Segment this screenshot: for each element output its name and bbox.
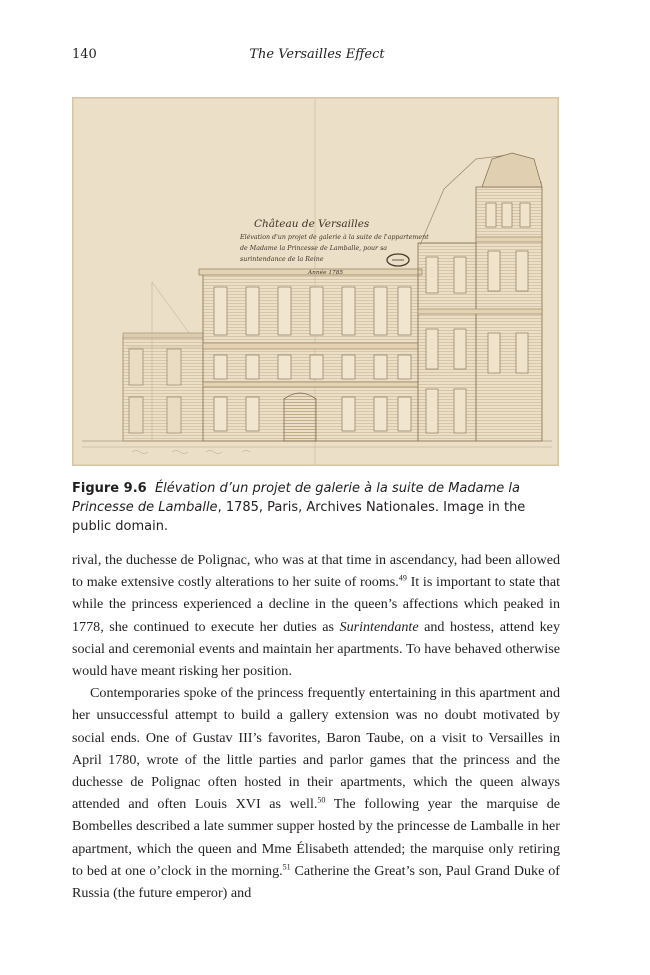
figure-label: Figure 9.6 <box>72 481 147 496</box>
page-number: 140 <box>72 47 97 62</box>
svg-text:Année 1785: Année 1785 <box>308 270 344 276</box>
svg-text:Elévation d'un projet de galer: Elévation d'un projet de galerie à la suite de l'appartement <box>240 234 429 241</box>
figure-title: Élévation d’un projet de galerie à la suite de Madame la Princesse de Lamballe <box>72 481 520 515</box>
paragraph: Contemporaries spoke of the princess frequently entertaining in this apartment and her unsuccessful attempt to build a gallery extension was no doubt motivated by social ends. One of Gustav III’s favorites, Baron Taube, on a visit to Versailles in April 1780, wrote of the little parties and parlor games that the princess and the duchesse de Polignac often hosted in their apartments, which the queen always attended and often Louis XVI as well.$^{50}$ The following year the marquise de Bombelles described a late summer supper hosted by the princesse de Lamballe in her apartment, which the queen and Mme Élisabeth attended; the marquise only retiring to bed at one o’clock in the morning.$^{51}$ Catherine the Great’s son, Paul Grand Duke of Russia (the future emperor) and <box>72 685 560 902</box>
elevation-drawing <box>72 97 559 466</box>
footnote-ref: 50 <box>317 795 326 805</box>
svg-text:de Madame la Princesse de Lamb: de Madame la Princesse de Lamballe, pour sa <box>240 245 388 252</box>
architectural-drawing-figure <box>72 97 559 466</box>
figure-source: , 1785, Paris, Archives Nationales. Image in the public domain. <box>72 500 526 534</box>
footnote-ref: 49 <box>398 573 407 583</box>
svg-text:Château de Versailles: Château de Versailles <box>254 218 370 230</box>
running-title: The Versailles Effect <box>249 47 385 62</box>
footnote-ref: 51 <box>282 862 291 872</box>
body-text <box>72 549 560 904</box>
paragraph: rival, the duchesse de Polignac, who was at that time in ascendancy, had been allowed to make extensive costly alterations to her suite of rooms.$^{49}$ It is important to state that while the princess experienced a decline in the queen’s affections which peaked in 1778, she continued to execute her duties as Surintendante and hostess, attend key social and ceremonial events and maintain her apartments. To have behaved otherwise would have meant risking her position. <box>72 552 561 680</box>
svg-text:surintendance de la Reine: surintendance de la Reine <box>240 256 324 263</box>
figure-caption <box>72 479 562 536</box>
page-header <box>72 47 562 67</box>
